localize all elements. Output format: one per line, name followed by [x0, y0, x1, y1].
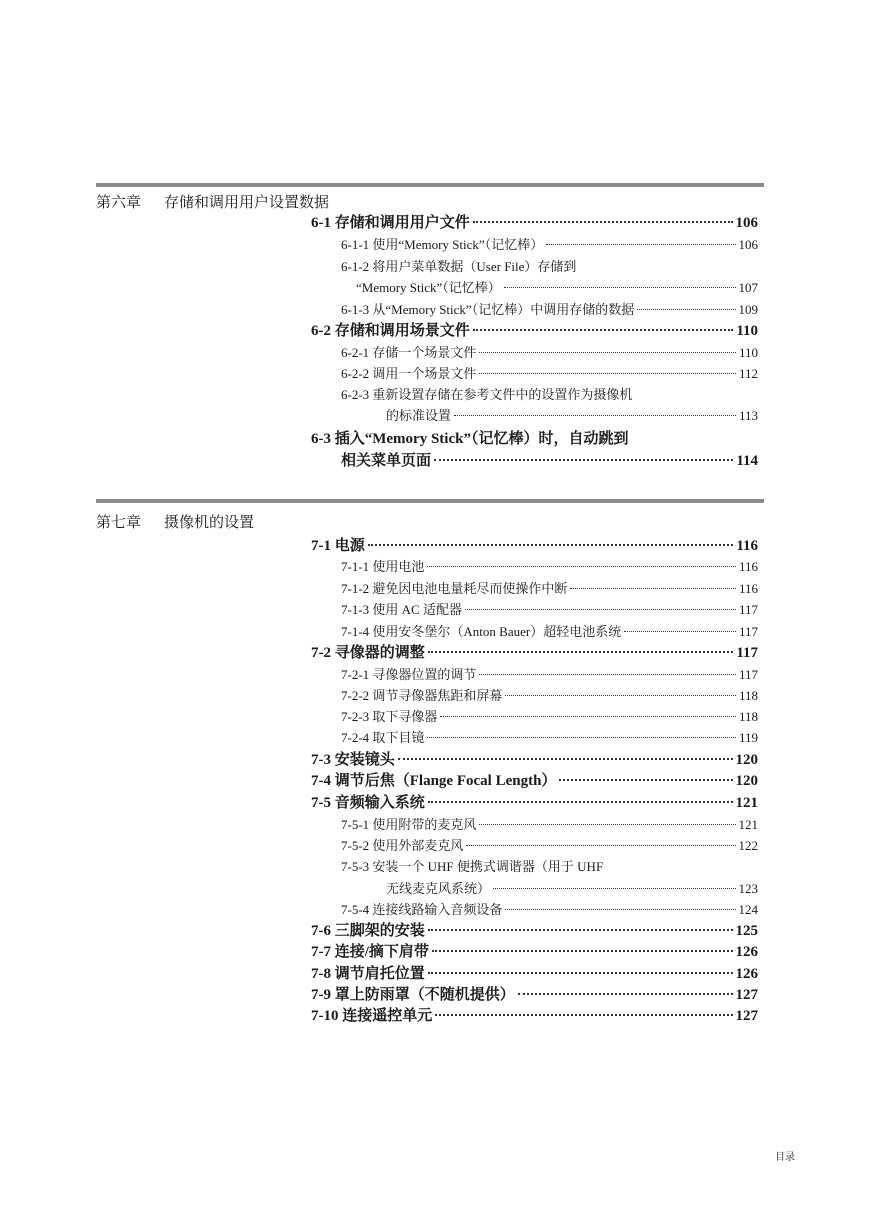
page-number: 121 [735, 795, 758, 811]
leader-dots [427, 566, 736, 567]
toc-entry[interactable] [311, 899, 758, 918]
page-number: 117 [736, 645, 758, 661]
toc-entry-label: 7-3 安装镜头 [311, 752, 395, 768]
page-number: 117 [738, 667, 758, 682]
leader-dots [454, 415, 736, 416]
toc-entry-label: 7-2-1 寻像器位置的调节 [341, 667, 477, 682]
toc-entry-label: 7-1-2 避免因电池电量耗尽而使操作中断 [341, 581, 568, 596]
toc-entry[interactable] [311, 427, 758, 448]
leader-dots [398, 758, 733, 760]
leader-dots [428, 801, 733, 803]
toc-entry[interactable] [311, 384, 758, 403]
toc-entry-label: 7-1-3 使用 AC 适配器 [341, 602, 462, 617]
leader-dots [505, 695, 736, 696]
page-number: 116 [736, 538, 758, 554]
toc-entry-label: 7-2-2 调节寻像器焦距和屏幕 [341, 688, 503, 703]
leader-dots [479, 824, 735, 825]
toc-entry[interactable] [311, 748, 758, 769]
leader-dots [505, 909, 735, 910]
leader-dots [473, 329, 734, 331]
toc-entry-label: 7-1-4 使用安冬堡尔（Anton Bauer）超轻电池系统 [341, 624, 622, 639]
toc-entry[interactable] [311, 769, 758, 790]
page-number: 107 [738, 280, 758, 295]
leader-dots [559, 779, 732, 781]
page-number: 120 [735, 752, 758, 768]
toc-entry[interactable] [311, 277, 758, 296]
chapter-divider [96, 499, 764, 503]
page-number: 120 [735, 773, 758, 789]
page-number: 127 [735, 1008, 758, 1024]
toc-entry-label: 6-2-2 调用一个场景文件 [341, 366, 477, 381]
toc-entry[interactable] [311, 727, 758, 746]
toc-entry[interactable] [311, 1004, 758, 1025]
toc-entry[interactable] [311, 211, 758, 232]
toc-entry-label: 7-8 调节肩托位置 [311, 966, 425, 982]
chapter-number: 第六章 [96, 195, 142, 211]
leader-dots [465, 609, 736, 610]
toc-entry[interactable] [311, 962, 758, 983]
toc-entry[interactable] [311, 556, 758, 575]
page-number: 116 [738, 581, 758, 596]
toc-entry[interactable] [311, 405, 758, 424]
toc-entry[interactable] [311, 878, 758, 897]
page-number: 116 [738, 559, 758, 574]
page-number: 110 [736, 323, 758, 339]
toc-entry-label: 7-1 电源 [311, 538, 365, 554]
page-number: 113 [738, 408, 758, 423]
leader-dots [637, 309, 735, 310]
leader-dots [570, 588, 736, 589]
page-number: 109 [738, 302, 758, 317]
page-number: 126 [735, 966, 758, 982]
toc-entry-label: 相关菜单页面 [341, 453, 432, 469]
toc-entry[interactable] [311, 685, 758, 704]
chapter-title: 摄像机的设置 [164, 515, 255, 531]
toc-entry[interactable] [311, 299, 758, 318]
page-number: 125 [735, 923, 758, 939]
leader-dots [434, 459, 733, 461]
toc-entry-label: 7-1-1 使用电池 [341, 559, 425, 574]
toc-entry-label: 7-10 连接遥控单元 [311, 1008, 433, 1024]
toc-entry[interactable] [311, 234, 758, 253]
page-number: 124 [738, 902, 758, 917]
toc-entry[interactable] [311, 256, 758, 275]
toc-entry-label: 7-2-3 取下寻像器 [341, 709, 438, 724]
leader-dots [624, 631, 736, 632]
page-number: 106 [735, 215, 758, 231]
chapter-number: 第七章 [96, 515, 142, 531]
page-number: 117 [738, 624, 758, 639]
leader-dots [428, 972, 733, 974]
toc-entry-label: 7-5-1 使用附带的麦克风 [341, 817, 477, 832]
toc-entry-label: “Memory Stick”（记忆棒） [356, 280, 501, 295]
leader-dots [493, 888, 735, 889]
leader-dots [473, 221, 733, 223]
leader-dots [368, 544, 734, 546]
page-number: 106 [738, 237, 758, 252]
toc-entry[interactable] [311, 319, 758, 340]
toc-entry-label: 6-2 存储和调用场景文件 [311, 323, 470, 339]
page-number: 127 [735, 987, 758, 1003]
page-number: 114 [736, 453, 758, 469]
leader-dots [504, 287, 736, 288]
toc-entry-label: 7-9 罩上防雨罩（不随机提供） [311, 987, 515, 1003]
leader-dots [435, 1014, 732, 1016]
leader-dots [479, 352, 736, 353]
page-number: 123 [738, 881, 758, 896]
page-number: 117 [738, 602, 758, 617]
leader-dots [428, 651, 734, 653]
toc-entry-label: 6-3 插入“Memory Stick”（记忆棒）时，自动跳到 [311, 431, 629, 447]
toc-entry[interactable] [311, 791, 758, 812]
page-number: 121 [738, 817, 758, 832]
page-number: 112 [738, 366, 758, 381]
toc-entry-label: 7-5-3 安装一个 UHF 便携式调谐器（用于 UHF [341, 859, 604, 874]
toc-entry[interactable] [311, 856, 758, 875]
toc-entry-label: 的标准设置 [386, 408, 452, 423]
toc-entry[interactable] [311, 641, 758, 662]
leader-dots [546, 244, 735, 245]
toc-entry-label: 6-2-1 存储一个场景文件 [341, 345, 477, 360]
toc-entry[interactable] [311, 449, 758, 470]
page-footer-label: 目录 [775, 1152, 795, 1163]
leader-dots [427, 737, 736, 738]
toc-entry-label: 7-5-2 使用外部麦克风 [341, 838, 464, 853]
leader-dots [440, 716, 736, 717]
chapter-heading [96, 191, 329, 212]
leader-dots [479, 373, 736, 374]
toc-entry[interactable] [311, 621, 758, 640]
toc-entry-label: 无线麦克风系统） [386, 881, 491, 896]
toc-entry[interactable] [311, 835, 758, 854]
chapter-divider [96, 183, 764, 187]
toc-entry-label: 7-5 音频输入系统 [311, 795, 425, 811]
toc-entry-label: 6-1-1 使用“Memory Stick”（记忆棒） [341, 237, 544, 252]
leader-dots [518, 993, 733, 995]
toc-entry-label: 6-2-3 重新设置存储在参考文件中的设置作为摄像机 [341, 387, 633, 402]
toc-entry[interactable] [311, 664, 758, 683]
toc-entry-label: 6-1 存储和调用用户文件 [311, 215, 470, 231]
toc-entry[interactable] [311, 706, 758, 725]
toc-entry[interactable] [311, 983, 758, 1004]
page-number: 122 [738, 838, 758, 853]
toc-entry[interactable] [311, 814, 758, 833]
toc-entry[interactable] [311, 342, 758, 361]
toc-entry[interactable] [311, 534, 758, 555]
leader-dots [432, 950, 733, 952]
toc-entry-label: 7-4 调节后焦（Flange Focal Length） [311, 773, 557, 789]
toc-entry[interactable] [311, 578, 758, 597]
toc-entry-label: 6-1-2 将用户菜单数据（User File）存储到 [341, 259, 577, 274]
toc-entry-label: 7-2 寻像器的调整 [311, 645, 425, 661]
toc-entry[interactable] [311, 599, 758, 618]
toc-entry-label: 7-5-4 连接线路输入音频设备 [341, 902, 503, 917]
leader-dots [466, 845, 735, 846]
leader-dots [479, 674, 736, 675]
page-number: 126 [735, 944, 758, 960]
leader-dots [428, 929, 733, 931]
toc-entry-label: 7-7 连接/摘下肩带 [311, 944, 429, 960]
toc-entry[interactable] [311, 940, 758, 961]
chapter-title: 存储和调用用户设置数据 [164, 195, 330, 211]
page-number: 118 [738, 709, 758, 724]
toc-entry-label: 6-1-3 从“Memory Stick”（记忆棒）中调用存储的数据 [341, 302, 635, 317]
chapter-heading [96, 511, 254, 532]
toc-entry-label: 7-2-4 取下目镜 [341, 730, 425, 745]
toc-entry[interactable] [311, 919, 758, 940]
page-number: 119 [738, 730, 758, 745]
page-number: 110 [738, 345, 758, 360]
toc-entry-label: 7-6 三脚架的安装 [311, 923, 425, 939]
toc-entry[interactable] [311, 363, 758, 382]
page-number: 118 [738, 688, 758, 703]
